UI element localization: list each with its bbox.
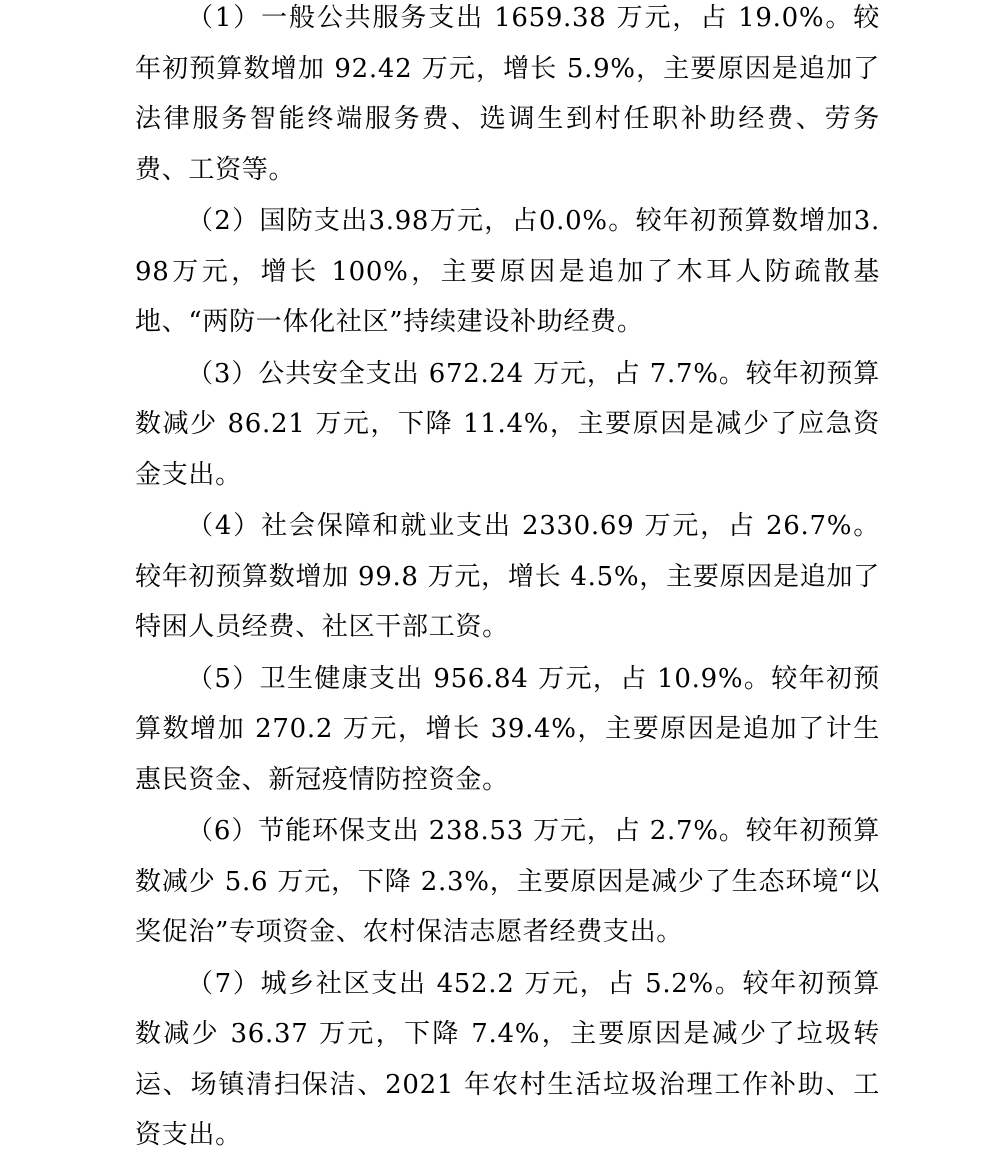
paragraph-energy-environment: （6）节能环保支出 238.53 万元，占 2.7%。较年初预算数减少 5.6 万元，下降 2.3%，主要原因是减少了生态环境“以奖促治”专项资金、农村保洁志愿者经费支出。 xyxy=(135,816,880,947)
paragraph-health: （5）卫生健康支出 956.84 万元，占 10.9%。较年初预算数增加 270.2 万元，增长 39.4%，主要原因是追加了计生惠民资金、新冠疫情防控资金。 xyxy=(135,663,880,795)
paragraph-national-defense: （2）国防支出3.98万元，占0.0%。较年初预算数增加3.98万元，增长 100%，主要原因是追加了木耳人防疏散基地、“两防一体化社区”持续建设补助经费。 xyxy=(135,206,880,337)
paragraph-public-safety: （3）公共安全支出 672.24 万元，占 7.7%。较年初预算数减少 86.21 万元，下降 11.4%，主要原因是减少了应急资金支出。 xyxy=(135,358,880,490)
paragraph-general-public-services: （1）一般公共服务支出 1659.38 万元，占 19.0%。较年初预算数增加 92.42 万元，增长 5.9%，主要原因是追加了法律服务智能终端服务费、选调生到村任职补助经费、劳务费、工资等。 xyxy=(135,3,880,185)
paragraph-social-security-employment: （4）社会保障和就业支出 2330.69 万元，占 26.7%。较年初预算数增加 99.8 万元，增长 4.5%，主要原因是追加了特困人员经费、社区干部工资。 xyxy=(135,511,880,642)
paragraph-urban-rural-community: （7）城乡社区支出 452.2 万元，占 5.2%。较年初预算数减少 36.37 万元，下降 7.4%，主要原因是减少了垃圾转运、场镇清扫保洁、2021 年农村生活垃圾治理工作补助、工资支出。 xyxy=(135,968,880,1150)
